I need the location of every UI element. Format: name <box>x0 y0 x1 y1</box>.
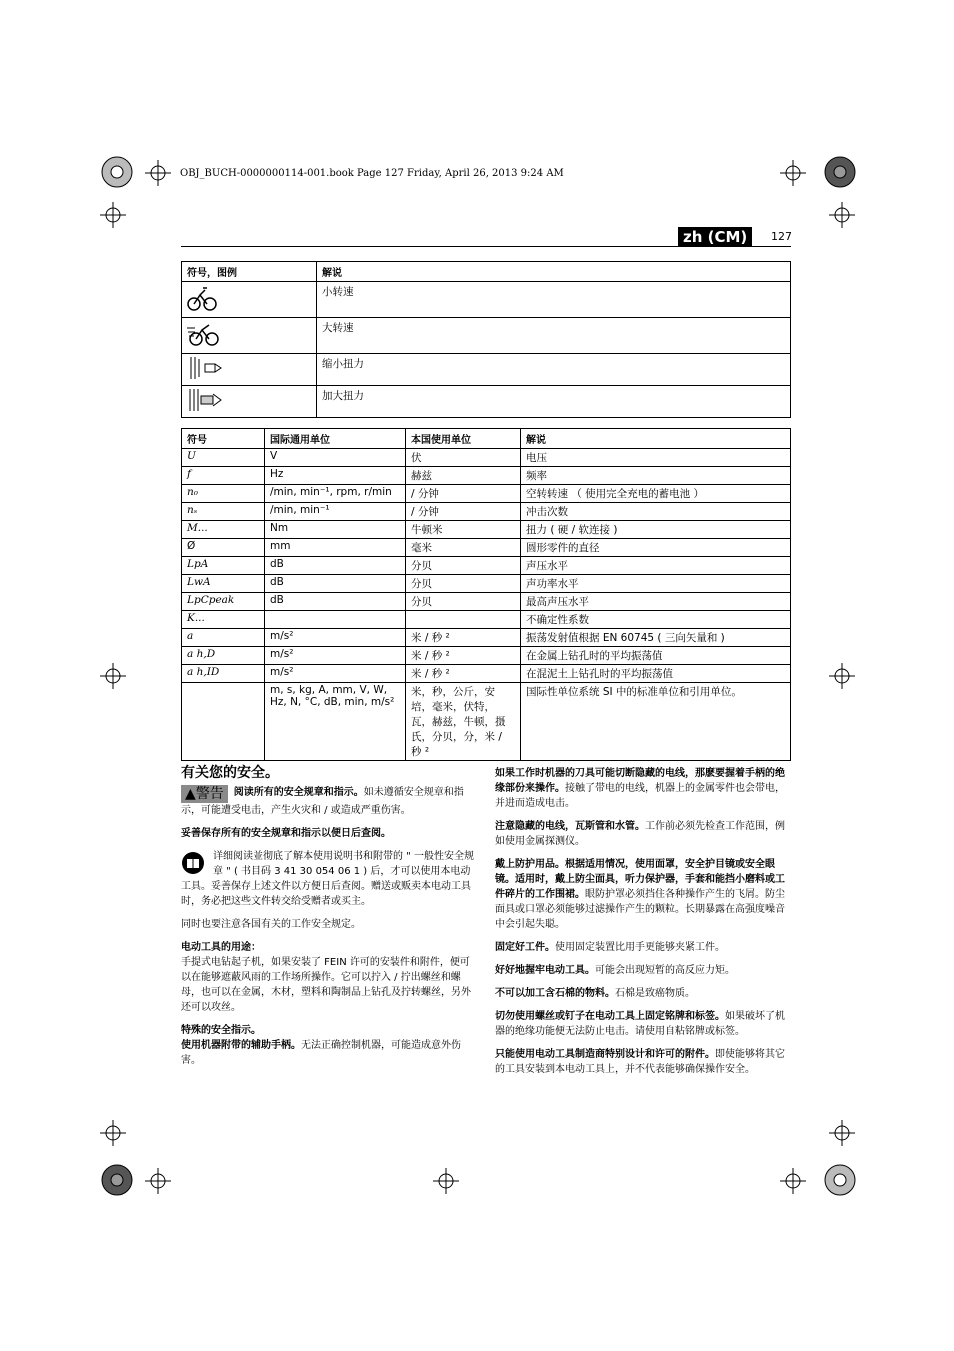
table-header-row <box>182 262 791 282</box>
description-cell: 电压 <box>521 449 791 467</box>
right-column <box>495 766 791 1085</box>
table-row <box>182 557 791 575</box>
protective-gear-text: 眼防护罩必须挡住各种操作产生的飞屑。防尘面具或口罩必须能够过滤操作产生的颗粒。长期暴露在高强度噪音中会引起失聪。 <box>495 889 785 930</box>
intl-unit-cell: dB <box>265 593 406 611</box>
table-row <box>182 593 791 611</box>
symbol-cell: n₀ <box>182 485 265 503</box>
aux-handle-bold: 使用机器附带的辅助手柄。 <box>181 1040 301 1051</box>
symbol-cell: Ø <box>182 539 265 557</box>
crosshair-icon <box>780 160 806 186</box>
table-row <box>182 647 791 665</box>
header-rule <box>181 246 791 247</box>
units-table <box>181 428 791 761</box>
local-unit-cell: 米 / 秒 ² <box>406 665 521 683</box>
intl-unit-cell: V <box>265 449 406 467</box>
description-cell: 在金属上钻孔时的平均振荡值 <box>521 647 791 665</box>
intl-unit-cell: mm <box>265 539 406 557</box>
crosshair-icon <box>780 1168 806 1194</box>
symbol-cell: a <box>182 629 265 647</box>
local-unit-cell: 分贝 <box>406 575 521 593</box>
intl-unit-cell <box>265 611 406 629</box>
asbestos-bold: 不可以加工含石棉的物料。 <box>495 988 615 999</box>
table-header-cell: 解说 <box>521 429 791 449</box>
file-info-line: OBJ_BUCH-0000000114-001.book Page 127 Friday, April 26, 2013 9:24 AM <box>180 168 564 179</box>
symbol-cell: LwA <box>182 575 265 593</box>
read-manual-text: 详细阅读並彻底了解本使用说明书和附带的 " 一般性安全规章 " ( 书目码 3 41 30 054 06 1 ) 后，才可以使用本电动工具。妥善保存上述文件以方便日后查阅。赠送或贩卖本电动工具时，务必把这些文件转交给受赠者或买主。 <box>181 851 474 907</box>
high-speed-bike-icon <box>187 320 221 348</box>
symbol-cell: K... <box>182 611 265 629</box>
crosshair-icon <box>829 1120 855 1146</box>
table-row <box>182 318 791 354</box>
description-cell: 不确定性系数 <box>521 611 791 629</box>
local-unit-cell: / 分钟 <box>406 503 521 521</box>
language-badge: zh (CM) <box>678 227 752 247</box>
local-unit-cell: 米，秒，公斤，安培，毫米，伏特，瓦，赫兹，牛顿，摄氏，分贝，分，米 / 秒 ² <box>406 683 521 761</box>
symbol-cell: nₛ <box>182 503 265 521</box>
crosshair-icon <box>100 202 126 228</box>
warning-bold: 阅读所有的安全规章和指示。 <box>233 787 364 798</box>
crosshair-icon <box>100 1120 126 1146</box>
crosshair-icon <box>433 1168 459 1194</box>
table-row <box>182 503 791 521</box>
local-unit-cell <box>406 611 521 629</box>
read-manual-paragraph <box>181 849 477 909</box>
intl-unit-cell: /min, min⁻¹ <box>265 503 406 521</box>
intl-unit-cell: m/s² <box>265 629 406 647</box>
intl-unit-cell: dB <box>265 575 406 593</box>
symbol-cell: f <box>182 467 265 485</box>
intl-unit-cell: Nm <box>265 521 406 539</box>
registration-mark-icon <box>100 155 134 189</box>
crosshair-icon <box>829 663 855 689</box>
symbol-cell: LpA <box>182 557 265 575</box>
section-title: 有关您的安全。 <box>181 765 279 781</box>
registration-mark-icon <box>823 1163 857 1197</box>
table-row <box>182 282 791 318</box>
table-row <box>182 386 791 418</box>
hidden-lines-text: 工作前必须先检查工作范围，例如使用金属探测仪。 <box>495 821 785 847</box>
keep-instructions: 妥善保存所有的安全规章和指示以便日后查阅。 <box>181 828 391 839</box>
accessories-text: 即使能够将其它的工具安装到本电动工具上，并不代表能够确保操作安全。 <box>495 1049 785 1075</box>
symbol-cell: M... <box>182 521 265 539</box>
description-cell: 频率 <box>521 467 791 485</box>
local-unit-cell: / 分钟 <box>406 485 521 503</box>
description-cell: 最高声压水平 <box>521 593 791 611</box>
special-safety-heading: 特殊的安全指示。 <box>181 1025 261 1036</box>
crosshair-icon <box>145 1168 171 1194</box>
registration-mark-icon <box>100 1163 134 1197</box>
symbol-cell <box>182 282 317 318</box>
intl-unit-cell: m, s, kg, A, mm, V, W, Hz, N, °C, dB, min, m/s² <box>265 683 406 761</box>
intl-unit-cell: Hz <box>265 467 406 485</box>
description-cell: 在混泥土上钻孔时的平均振荡值 <box>521 665 791 683</box>
symbol-cell: LpCpeak <box>182 593 265 611</box>
accessories-bold: 只能使用电动工具制造商特别设计和许可的附件。 <box>495 1049 715 1060</box>
description-cell: 大转速 <box>317 318 791 354</box>
warning-text: 如未遵循安全规章和指示，可能遭受电击，产生火灾和 / 或造成严重伤害。 <box>181 787 464 816</box>
secure-workpiece-bold: 固定好工件。 <box>495 942 555 953</box>
local-unit-cell: 米 / 秒 ² <box>406 629 521 647</box>
nameplate-text: 如果破坏了机器的绝缘功能便无法防止电击。请使用自粘铭牌或标签。 <box>495 1011 785 1037</box>
left-column <box>181 766 477 1076</box>
table-header-cell: 符号，图例 <box>182 262 317 282</box>
symbol-table <box>181 261 791 418</box>
intl-unit-cell: /min, min⁻¹, rpm, r/min <box>265 485 406 503</box>
warning-badge: ▲警告 <box>181 785 228 803</box>
hold-tool-text: 可能会出现短暂的高反应力矩。 <box>595 965 735 976</box>
description-cell: 声功率水平 <box>521 575 791 593</box>
intl-unit-cell: dB <box>265 557 406 575</box>
read-manual-icon <box>181 851 205 875</box>
table-header-row <box>182 429 791 449</box>
local-unit-cell: 牛顿米 <box>406 521 521 539</box>
hidden-lines-bold: 注意隐藏的电线，瓦斯管和水管。 <box>495 821 645 832</box>
table-header-cell: 本国使用单位 <box>406 429 521 449</box>
table-row <box>182 575 791 593</box>
asbestos-text: 石棉是致癌物质。 <box>615 988 695 999</box>
local-unit-cell: 米 / 秒 ² <box>406 647 521 665</box>
description-cell: 声压水平 <box>521 557 791 575</box>
crosshair-icon <box>829 202 855 228</box>
national-rules: 同时也要注意各国有关的工作安全规定。 <box>181 919 361 930</box>
intl-unit-cell: m/s² <box>265 647 406 665</box>
page-number: 127 <box>771 230 792 243</box>
table-header-cell: 解说 <box>317 262 791 282</box>
warning-paragraph <box>181 785 477 818</box>
reduce-torque-icon <box>187 356 223 380</box>
description-cell: 空转转速 （ 使用完全充电的蓄电池 ） <box>521 485 791 503</box>
symbol-cell: a h,ID <box>182 665 265 683</box>
table-row <box>182 683 791 761</box>
symbol-cell <box>182 386 317 418</box>
symbol-cell <box>182 683 265 761</box>
hidden-wires-bold: 如果工作时机器的刀具可能切断隐藏的电线，那麽要握着手柄的绝缘部份来操作。 <box>495 768 785 794</box>
secure-workpiece-text: 使用固定装置比用手更能够夹紧工件。 <box>555 942 725 953</box>
description-cell: 圆形零件的直径 <box>521 539 791 557</box>
table-header-cell: 国际通用单位 <box>265 429 406 449</box>
crosshair-icon <box>100 663 126 689</box>
intl-unit-cell: m/s² <box>265 665 406 683</box>
local-unit-cell: 分贝 <box>406 557 521 575</box>
symbol-cell: a h,D <box>182 647 265 665</box>
nameplate-bold: 切勿使用螺丝或钉子在电动工具上固定铭牌和标签。 <box>495 1011 725 1022</box>
warning-label: 警告 <box>195 786 224 802</box>
local-unit-cell: 分贝 <box>406 593 521 611</box>
table-row <box>182 611 791 629</box>
description-cell: 缩小扭力 <box>317 354 791 386</box>
description-cell: 小转速 <box>317 282 791 318</box>
table-row <box>182 467 791 485</box>
description-cell: 国际性单位系统 SI 中的标准单位和引用单位。 <box>521 683 791 761</box>
local-unit-cell: 伏 <box>406 449 521 467</box>
protective-gear-bold: 戴上防护用品。根据适用情况，使用面罩，安全护目镜或安全眼镜。适用时，戴上防尘面具，听力保护器，手套和能挡小磨料或工件碎片的工作围裙。 <box>495 859 785 900</box>
increase-torque-icon <box>187 388 223 412</box>
table-row <box>182 665 791 683</box>
hold-tool-bold: 好好地握牢电动工具。 <box>495 965 595 976</box>
description-cell: 冲击次数 <box>521 503 791 521</box>
symbol-cell: U <box>182 449 265 467</box>
description-cell: 振荡发射值根据 EN 60745 ( 三向矢量和 ) <box>521 629 791 647</box>
hidden-wires-text: 接触了带电的电线，机器上的金属零件也会带电，并进而造成电击。 <box>495 783 785 809</box>
table-row <box>182 539 791 557</box>
intended-use-heading: 电动工具的用途： <box>181 942 261 953</box>
table-header-cell: 符号 <box>182 429 265 449</box>
table-row <box>182 485 791 503</box>
table-row <box>182 449 791 467</box>
crosshair-icon <box>145 160 171 186</box>
registration-mark-icon <box>823 155 857 189</box>
table-row <box>182 354 791 386</box>
low-speed-bike-icon <box>187 284 217 312</box>
local-unit-cell: 赫兹 <box>406 467 521 485</box>
table-row <box>182 521 791 539</box>
symbol-cell <box>182 318 317 354</box>
description-cell: 扭力 ( 硬 / 软连接 ) <box>521 521 791 539</box>
local-unit-cell: 毫米 <box>406 539 521 557</box>
aux-handle-text: 无法正确控制机器，可能造成意外伤害。 <box>181 1040 461 1066</box>
table-row <box>182 629 791 647</box>
intended-use-text: 手提式电钻起子机，如果安装了 FEIN 许可的安装件和附件，便可以在能够遮蔽风雨的工作场所操作。它可以拧入 / 拧出螺丝和螺母，也可以在金属，木材，塑料和陶制品上钻孔及拧转螺丝，另外还可以攻丝。 <box>181 957 471 1013</box>
description-cell: 加大扭力 <box>317 386 791 418</box>
symbol-cell <box>182 354 317 386</box>
